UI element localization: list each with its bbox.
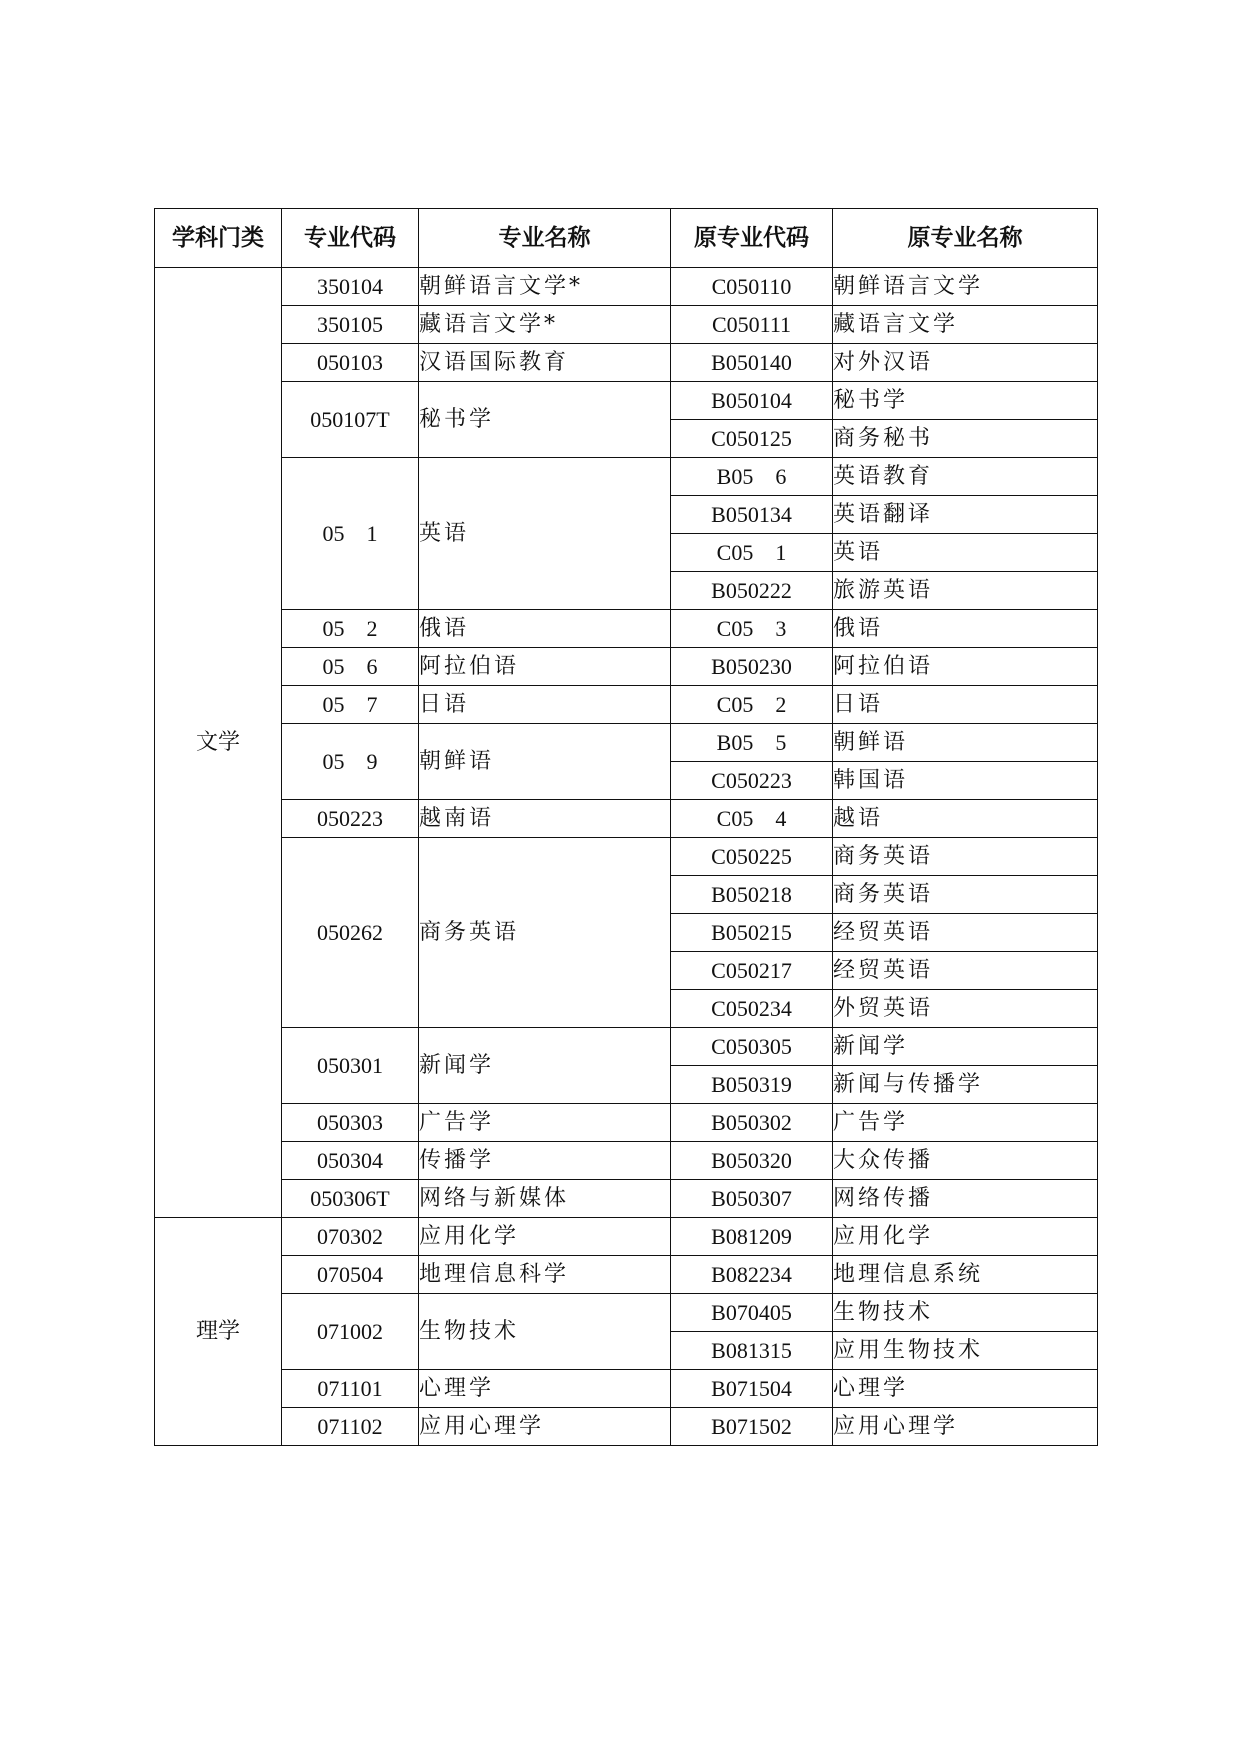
orig-name-cell: 越语 xyxy=(833,800,1098,838)
major-code-cell: 071101 xyxy=(282,1370,419,1408)
orig-name-cell: 心理学 xyxy=(833,1370,1098,1408)
major-code-cell: 071002 xyxy=(282,1294,419,1370)
major-code-cell: 05 9 xyxy=(282,724,419,800)
orig-name-cell: 藏语言文学 xyxy=(833,306,1098,344)
orig-name-cell: 应用化学 xyxy=(833,1218,1098,1256)
major-code-cell: 05 2 xyxy=(282,610,419,648)
orig-name-cell: 应用心理学 xyxy=(833,1408,1098,1446)
orig-name-cell: 经贸英语 xyxy=(833,952,1098,990)
major-code-cell: 050306T xyxy=(282,1180,419,1218)
orig-code-cell: C050225 xyxy=(671,838,833,876)
orig-name-cell: 新闻学 xyxy=(833,1028,1098,1066)
orig-name-cell: 秘书学 xyxy=(833,382,1098,420)
table-row xyxy=(155,268,1098,306)
orig-code-cell: B050140 xyxy=(671,344,833,382)
orig-code-cell: B050319 xyxy=(671,1066,833,1104)
table-row xyxy=(155,1218,1098,1256)
orig-name-cell: 英语 xyxy=(833,534,1098,572)
orig-code-cell: C050223 xyxy=(671,762,833,800)
major-name-cell: 应用心理学 xyxy=(419,1408,671,1446)
major-code-cell: 050223 xyxy=(282,800,419,838)
major-code-cell: 070504 xyxy=(282,1256,419,1294)
orig-name-cell: 地理信息系统 xyxy=(833,1256,1098,1294)
major-code-cell: 050107T xyxy=(282,382,419,458)
major-name-cell: 阿拉伯语 xyxy=(419,648,671,686)
orig-name-cell: 大众传播 xyxy=(833,1142,1098,1180)
orig-name-cell: 新闻与传播学 xyxy=(833,1066,1098,1104)
major-name-cell: 秘书学 xyxy=(419,382,671,458)
table-row xyxy=(155,382,1098,420)
orig-name-cell: 对外汉语 xyxy=(833,344,1098,382)
major-name-cell: 网络与新媒体 xyxy=(419,1180,671,1218)
table-row xyxy=(155,1028,1098,1066)
orig-code-cell: B050222 xyxy=(671,572,833,610)
major-name-cell: 心理学 xyxy=(419,1370,671,1408)
major-code-cell: 071102 xyxy=(282,1408,419,1446)
orig-code-cell: C050110 xyxy=(671,268,833,306)
orig-name-cell: 商务英语 xyxy=(833,876,1098,914)
orig-code-cell: B071504 xyxy=(671,1370,833,1408)
table-row xyxy=(155,1294,1098,1332)
major-code-cell: 050304 xyxy=(282,1142,419,1180)
orig-name-cell: 旅游英语 xyxy=(833,572,1098,610)
major-name-cell: 藏语言文学* xyxy=(419,306,671,344)
major-name-cell: 越南语 xyxy=(419,800,671,838)
major-name-cell: 俄语 xyxy=(419,610,671,648)
orig-code-cell: B081315 xyxy=(671,1332,833,1370)
header-category: 学科门类 xyxy=(155,209,282,268)
header-code: 专业代码 xyxy=(282,209,419,268)
major-name-cell: 传播学 xyxy=(419,1142,671,1180)
orig-code-cell: B050134 xyxy=(671,496,833,534)
major-code-cell: 050301 xyxy=(282,1028,419,1104)
orig-name-cell: 生物技术 xyxy=(833,1294,1098,1332)
orig-name-cell: 英语教育 xyxy=(833,458,1098,496)
major-name-cell: 汉语国际教育 xyxy=(419,344,671,382)
table-row xyxy=(155,1370,1098,1408)
header-name: 专业名称 xyxy=(419,209,671,268)
table-row xyxy=(155,458,1098,496)
table-body xyxy=(155,268,1098,1446)
orig-code-cell: C050111 xyxy=(671,306,833,344)
orig-code-cell: C05 1 xyxy=(671,534,833,572)
orig-code-cell: B050218 xyxy=(671,876,833,914)
table-row xyxy=(155,838,1098,876)
majors-table xyxy=(154,208,1098,1446)
orig-code-cell: B050215 xyxy=(671,914,833,952)
category-cell: 文学 xyxy=(155,268,282,1218)
header-row xyxy=(155,209,1098,268)
orig-code-cell: B05 6 xyxy=(671,458,833,496)
major-code-cell: 05 6 xyxy=(282,648,419,686)
orig-code-cell: C05 2 xyxy=(671,686,833,724)
orig-name-cell: 俄语 xyxy=(833,610,1098,648)
orig-name-cell: 应用生物技术 xyxy=(833,1332,1098,1370)
orig-code-cell: B082234 xyxy=(671,1256,833,1294)
orig-code-cell: C050217 xyxy=(671,952,833,990)
table-row xyxy=(155,800,1098,838)
orig-name-cell: 广告学 xyxy=(833,1104,1098,1142)
orig-name-cell: 商务秘书 xyxy=(833,420,1098,458)
orig-code-cell: B070405 xyxy=(671,1294,833,1332)
orig-code-cell: B050320 xyxy=(671,1142,833,1180)
orig-code-cell: B050104 xyxy=(671,382,833,420)
header-orig-name: 原专业名称 xyxy=(833,209,1098,268)
major-code-cell: 350104 xyxy=(282,268,419,306)
major-code-cell: 05 7 xyxy=(282,686,419,724)
orig-code-cell: C050125 xyxy=(671,420,833,458)
table-row xyxy=(155,610,1098,648)
category-cell: 理学 xyxy=(155,1218,282,1446)
orig-name-cell: 阿拉伯语 xyxy=(833,648,1098,686)
major-name-cell: 广告学 xyxy=(419,1104,671,1142)
major-code-cell: 350105 xyxy=(282,306,419,344)
table-row xyxy=(155,1142,1098,1180)
orig-code-cell: B050230 xyxy=(671,648,833,686)
major-code-cell: 050103 xyxy=(282,344,419,382)
major-name-cell: 新闻学 xyxy=(419,1028,671,1104)
orig-name-cell: 韩国语 xyxy=(833,762,1098,800)
orig-name-cell: 朝鲜语言文学 xyxy=(833,268,1098,306)
orig-name-cell: 英语翻译 xyxy=(833,496,1098,534)
table-row xyxy=(155,1256,1098,1294)
table-row xyxy=(155,1104,1098,1142)
orig-name-cell: 朝鲜语 xyxy=(833,724,1098,762)
major-name-cell: 生物技术 xyxy=(419,1294,671,1370)
header-orig-code: 原专业代码 xyxy=(671,209,833,268)
major-name-cell: 朝鲜语 xyxy=(419,724,671,800)
major-name-cell: 朝鲜语言文学* xyxy=(419,268,671,306)
major-name-cell: 日语 xyxy=(419,686,671,724)
major-name-cell: 地理信息科学 xyxy=(419,1256,671,1294)
orig-name-cell: 商务英语 xyxy=(833,838,1098,876)
orig-name-cell: 经贸英语 xyxy=(833,914,1098,952)
orig-code-cell: C05 3 xyxy=(671,610,833,648)
orig-code-cell: B081209 xyxy=(671,1218,833,1256)
orig-code-cell: C050234 xyxy=(671,990,833,1028)
orig-name-cell: 网络传播 xyxy=(833,1180,1098,1218)
table-row xyxy=(155,686,1098,724)
table-row xyxy=(155,306,1098,344)
major-name-cell: 应用化学 xyxy=(419,1218,671,1256)
orig-name-cell: 日语 xyxy=(833,686,1098,724)
table-row xyxy=(155,724,1098,762)
major-code-cell: 050262 xyxy=(282,838,419,1028)
major-name-cell: 英语 xyxy=(419,458,671,610)
major-name-cell: 商务英语 xyxy=(419,838,671,1028)
orig-code-cell: B050302 xyxy=(671,1104,833,1142)
major-code-cell: 050303 xyxy=(282,1104,419,1142)
major-code-cell: 05 1 xyxy=(282,458,419,610)
orig-code-cell: B071502 xyxy=(671,1408,833,1446)
orig-code-cell: B050307 xyxy=(671,1180,833,1218)
orig-code-cell: C050305 xyxy=(671,1028,833,1066)
major-code-cell: 070302 xyxy=(282,1218,419,1256)
table-row xyxy=(155,1408,1098,1446)
table-row xyxy=(155,1180,1098,1218)
orig-code-cell: B05 5 xyxy=(671,724,833,762)
orig-code-cell: C05 4 xyxy=(671,800,833,838)
orig-name-cell: 外贸英语 xyxy=(833,990,1098,1028)
table-row xyxy=(155,344,1098,382)
table-row xyxy=(155,648,1098,686)
